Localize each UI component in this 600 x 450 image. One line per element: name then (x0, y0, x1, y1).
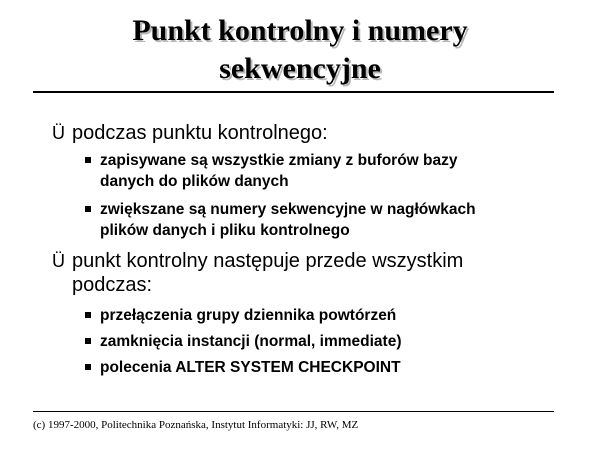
bullet-point-checkpoint-occurs (52, 249, 572, 297)
sub-bullet-text: zamknięcia instancji (normal, immediate) (100, 333, 402, 350)
bullet-text-line-1: punkt kontrolny następuje przede wszystkim (72, 250, 464, 272)
slide-title (40, 12, 560, 88)
arrow-bullet-icon: Ü (52, 251, 65, 271)
square-bullet-icon (85, 312, 91, 318)
sub-bullet-text-line-1: zwiększane są numery sekwencyjne w nagłówkach (100, 201, 476, 218)
bullet-text: podczas punktu kontrolnego: (72, 122, 328, 144)
square-bullet-icon (85, 338, 91, 344)
sub-bullet-text-line-1: zapisywane są wszystkie zmiany z buforów bazy (100, 152, 458, 169)
footer-copyright: (c) 1997-2000, Politechnika Poznańska, Instytut Informatyki: JJ, RW, MZ (33, 419, 359, 431)
sub-bullet-alter-system (82, 357, 572, 378)
square-bullet-icon (85, 206, 91, 212)
sub-bullet-text-line-2: danych do plików danych (100, 173, 289, 190)
sub-bullet-instance-shutdown (82, 331, 572, 352)
sub-bullet-text: polecenia ALTER SYSTEM CHECKPOINT (100, 359, 401, 376)
sub-bullet-write-changes (82, 150, 572, 192)
sub-bullet-log-switch (82, 305, 572, 326)
square-bullet-icon (85, 364, 91, 370)
bullet-text-line-2: podczas: (72, 274, 153, 296)
square-bullet-icon (85, 157, 91, 163)
sub-bullet-text: przełączenia grupy dziennika powtórzeń (100, 307, 397, 324)
slide-title-line-1: Punkt kontrolny i numery (132, 14, 468, 47)
arrow-bullet-icon: Ü (52, 123, 65, 143)
sub-bullet-text-line-2: plików danych i pliku kontrolnego (100, 222, 350, 239)
sub-bullet-increase-sequence (82, 199, 572, 241)
bullet-point-checkpoint-during (52, 121, 572, 145)
title-divider (33, 91, 554, 93)
slide-title-line-2: sekwencyjne (219, 52, 381, 85)
footer-divider (33, 411, 554, 412)
